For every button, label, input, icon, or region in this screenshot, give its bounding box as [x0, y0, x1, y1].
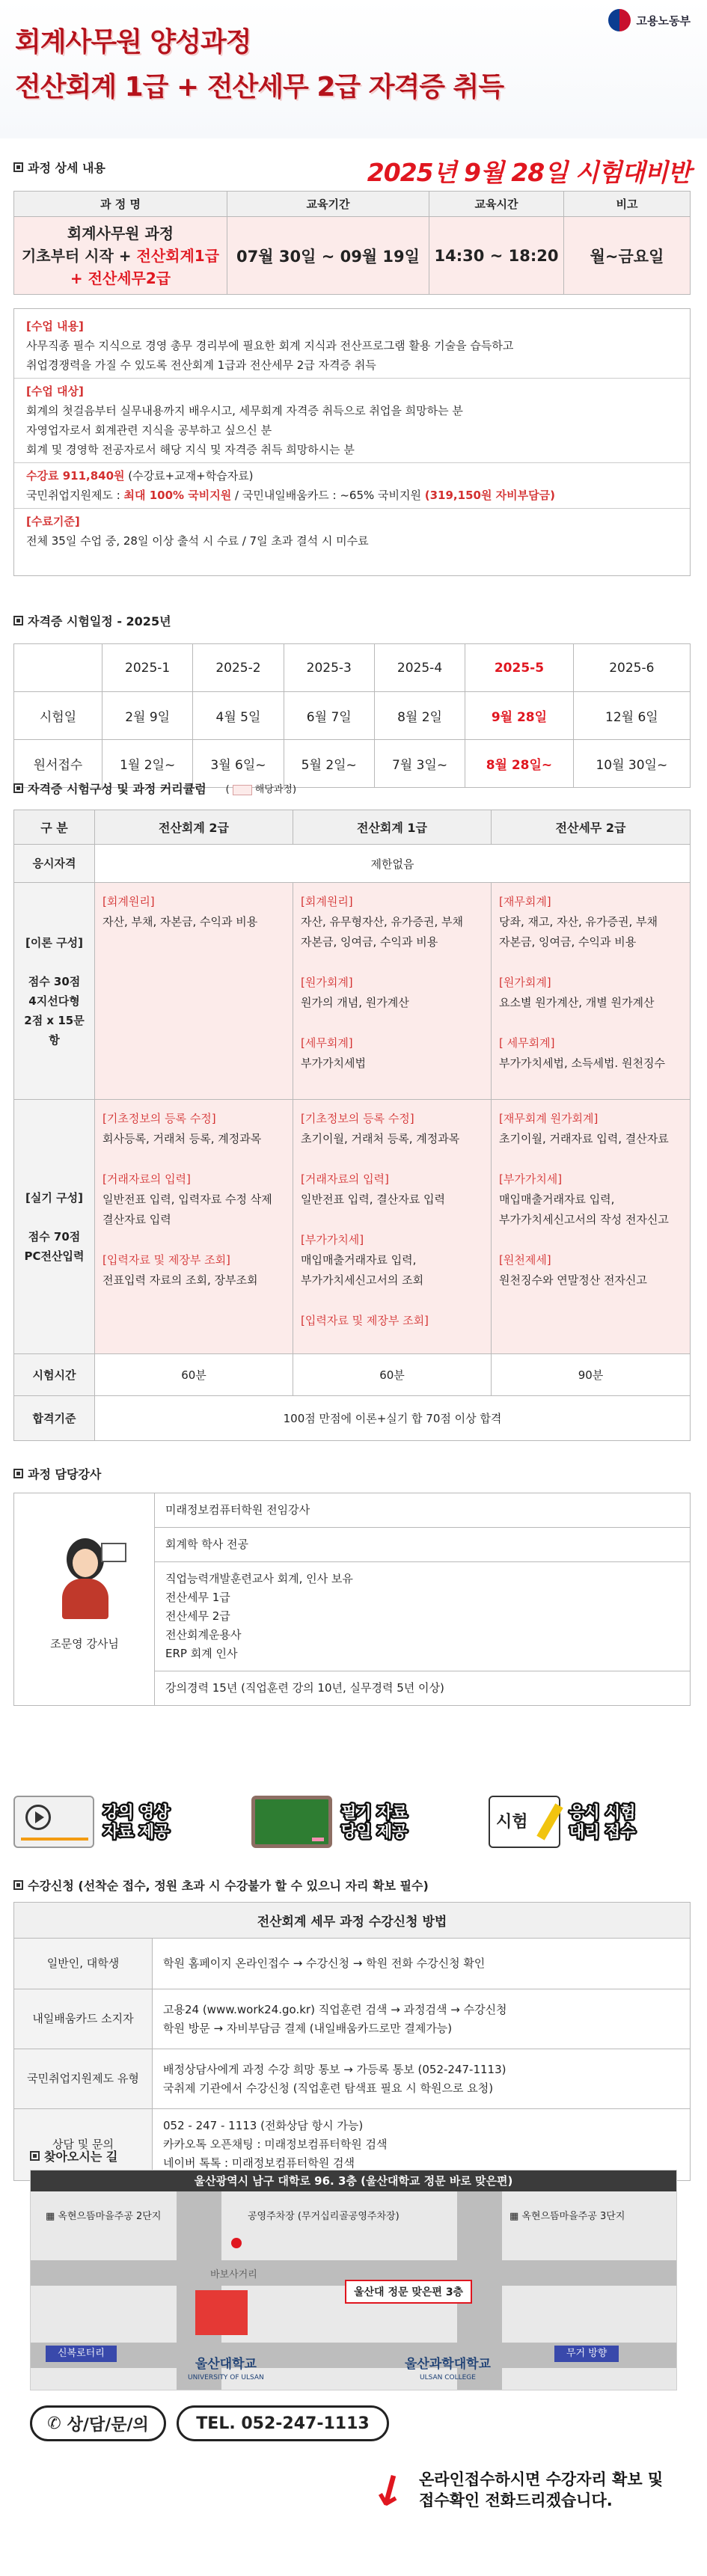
apply-type: 상담 및 문의: [14, 2109, 153, 2181]
apply-method: 배정상담사에게 과정 수강 희망 통보 → 가등록 통보 (052-247-1113) 국취제 기관에서 수강신청 (직업훈련 탐색표 필요 시 학원으로 요청): [153, 2049, 691, 2109]
curri-header: 전산세무 2급: [492, 810, 691, 845]
theory-cell-acc2: [회계원리] 자산, 부채, 자본금, 수익과 비용: [95, 883, 293, 1100]
completion-label: [수료기준]: [26, 515, 80, 528]
course-period: 07월 30일 ~ 09월 19일: [227, 217, 429, 295]
parking-label: 공영주차장 (무거십리골공영주차장): [248, 2211, 400, 2222]
course-time: 14:30 ~ 18:20: [429, 217, 564, 295]
curriculum-section-title: 자격증 시험구성 및 과정 커리큘럼 ( 해당과정): [13, 780, 296, 797]
direction-left: 신복로터리: [46, 2346, 117, 2362]
arrow-icon: ↙: [362, 2461, 417, 2521]
ministry-logo: [608, 9, 691, 31]
benefit-badges: [13, 1790, 691, 1854]
course-header-period: 교육기간: [227, 192, 429, 217]
page-title: 회계사무원 양성과정: [15, 27, 251, 58]
parking-pin-icon: [231, 2238, 242, 2248]
academy-callout: 울산대 정문 맞은편 3층: [345, 2280, 472, 2304]
exam-date-label: 시험일: [14, 692, 102, 740]
phone-icon: ✆: [47, 2414, 61, 2433]
legend-label: 해당과정: [254, 784, 293, 795]
curri-header: 구 분: [14, 810, 95, 845]
video-player-icon: [13, 1796, 94, 1848]
apply-table: [13, 1902, 691, 2181]
support-text: 국민취업지원제도 : 최대 100% 국비지원 / 국민내일배움카드 : ~65% 국비지원 (319,150원 자비부담금): [26, 489, 555, 502]
chalkboard-icon: [251, 1796, 332, 1848]
theory-label: [이론 구성] 점수 30점 4지선다형 2점 x 15문항: [14, 883, 95, 1100]
teacher-certs: 직업능력개발훈련교사 회계, 인사 보유 전산세무 1급 전산세무 2급 전산회계운용사 ERP 회계 인사: [155, 1562, 690, 1671]
target-text: 자영업자로서 회계관련 지식을 공부하고 싶으신 분: [26, 423, 272, 437]
section-bullet-icon: [13, 783, 23, 793]
teacher-section-title: 과정 담당강사: [13, 1465, 101, 1482]
teacher-role: 미래정보컴퓨터학원 전임강사: [155, 1493, 690, 1528]
curri-header: 전산회계 1급: [293, 810, 492, 845]
legend-swatch: [233, 785, 252, 795]
pointer-board-icon: [101, 1543, 126, 1562]
ministry-emblem-icon: [608, 9, 631, 31]
apply-section-title: 수강신청 (선착순 접수, 정원 초과 시 수강불가 할 수 있으니 자리 확보 필수): [13, 1876, 429, 1894]
contact-badge: ✆ 상/담/문/의: [30, 2405, 166, 2441]
apply-date: 7월 3일~: [374, 740, 465, 788]
phone-number[interactable]: TEL. 052-247-1113: [177, 2405, 389, 2441]
round-header-highlight: 2025-5: [465, 644, 574, 692]
qualification-label: 응시자격: [14, 845, 95, 883]
exam-schedule-table: [13, 643, 691, 788]
apply-date-highlight: 8월 28일~: [465, 740, 574, 788]
exam-date-highlight: 9월 28일: [465, 692, 574, 740]
signup-notice: ↙ 온라인접수하시면 수강자리 확보 및 접수확인 전화드리겠습니다.: [362, 2461, 664, 2521]
badge-video: 강의 영상 자료 제공: [13, 1790, 169, 1854]
exam-time: 90분: [492, 1354, 691, 1396]
map-section-title: 찾아오시는 길: [30, 2147, 117, 2164]
practice-cell-tax2: [재무회계 원가회계] 초기이월, 거래자료 입력, 결산자료 [부가가치세] 매입매출거래자료 입력, 부가가치세신고서의 작성 전자신고 [원천제세] 원천징수와 연말정산 전자신고: [492, 1100, 691, 1354]
teacher-card: [13, 1493, 691, 1706]
ministry-name: 고용노동부: [636, 13, 691, 28]
round-header: 2025-6: [573, 644, 690, 692]
page-subtitle: 전산회계 1급 + 전산세무 2급 자격증 취득: [15, 72, 504, 103]
content-text: 사무직종 필수 지식으로 경영 총무 경리부에 필요한 회계 지식과 전산프로그램 활용 기술을 습득하고: [26, 339, 514, 352]
course-header-note: 비고: [564, 192, 691, 217]
teacher-name: 조문영 강사님: [50, 1637, 119, 1650]
section-bullet-icon: [30, 2151, 40, 2161]
exam-time: 60분: [95, 1354, 293, 1396]
curriculum-table: [13, 810, 691, 1441]
apply-method: 학원 홈페이지 온라인접수 → 수강신청 → 학원 전화 수강신청 확인: [153, 1939, 691, 1989]
divider: [14, 378, 690, 379]
apply-method: 052 - 247 - 1113 (전화상담 항시 가능) 카카오톡 오픈채팅 : 미래정보컴퓨터학원 검색 네이버 톡톡 : 미래정보컴퓨터학원 검색: [153, 2109, 691, 2181]
badge-exam: 시험 응시 시험 대리 접수: [489, 1790, 635, 1854]
hero-banner: [0, 0, 707, 138]
section-bullet-icon: [13, 1880, 23, 1890]
curri-header: 전산회계 2급: [95, 810, 293, 845]
content-label: [수업 내용]: [26, 319, 84, 333]
exam-time: 60분: [293, 1354, 492, 1396]
apply-date: 3월 6일~: [193, 740, 284, 788]
apply-type: 일반인, 대학생: [14, 1939, 153, 1989]
direction-right: 무거 방향: [554, 2346, 619, 2362]
apply-date: 1월 2일~: [102, 740, 193, 788]
schedule-section-title: 자격증 시험일정 - 2025년: [13, 612, 171, 629]
exam-date: 4월 5일: [193, 692, 284, 740]
round-header: 2025-1: [102, 644, 193, 692]
academy-building-icon: [195, 2290, 248, 2335]
apply-type: 내일배움카드 소지자: [14, 1989, 153, 2049]
bus-stop-right: ▦ 옥현으뜸마을주공 3단지: [509, 2211, 625, 2222]
target-label: [수업 대상]: [26, 385, 84, 398]
course-header-time: 교육시간: [429, 192, 564, 217]
teacher-career: 강의경력 15년 (직업훈련 강의 10년, 실무경력 5년 이상): [165, 1681, 444, 1695]
course-header-name: 과 정 명: [14, 192, 227, 217]
apply-date: 10월 30일~: [573, 740, 690, 788]
college-logo: 울산과학대학교 ULSAN COLLEGE: [405, 2357, 491, 2381]
practice-label: [실기 구성] 점수 70점 PC전산입력: [14, 1100, 95, 1354]
qualification-value: 제한없음: [95, 845, 691, 883]
pass-criteria: 100점 만점에 이론+실기 합 70점 이상 합격: [95, 1396, 691, 1441]
schedule-corner: [14, 644, 102, 692]
theory-cell-acc1: [회계원리] 자산, 유무형자산, 유가증권, 부채 자본금, 잉여금, 수익과 비용 [원가회계] 원가의 개념, 원가계산 [세무회계] 부가가치세법: [293, 883, 492, 1100]
road-label: 바보사거리: [210, 2269, 257, 2280]
round-header: 2025-3: [284, 644, 374, 692]
university-logo: 울산대학교 UNIVERSITY OF ULSAN: [188, 2357, 264, 2381]
target-text: 회계 및 경영학 전공자로서 해당 지식 및 자격증 취득 희망하시는 분: [26, 443, 355, 456]
apply-header: 전산회계 세무 과정 수강신청 방법: [14, 1903, 691, 1939]
map-address: 울산광역시 남구 대학로 96. 3층 (울산대학교 정문 바로 맞은편): [31, 2170, 676, 2191]
exam-date: 12월 6일: [573, 692, 690, 740]
apply-method: 고용24 (www.work24.go.kr) 직업훈련 검색 → 과정검색 → 수강신청 학원 방문 → 자비부담금 결제 (내일배움카드로만 결제가능): [153, 1989, 691, 2049]
exam-pencil-icon: 시험: [489, 1796, 560, 1848]
section-bullet-icon: [13, 1469, 23, 1478]
teacher-profile: [155, 1493, 690, 1705]
fee-text: 수강료 911,840원 (수강료+교재+학습자료): [26, 469, 254, 483]
course-name-cell: 회계사무원 과정 기초부터 시작 + 전산회계1급 + 전산세무2급: [14, 217, 227, 295]
exam-date: 6월 7일: [284, 692, 374, 740]
teacher-degree: 회계학 학사 전공: [155, 1528, 690, 1562]
exam-date: 8월 2일: [374, 692, 465, 740]
divider: [14, 508, 690, 509]
course-section-title: 과정 상세 내용: [13, 159, 105, 176]
bus-stop-left: ▦ 옥현으뜸마을주공 2단지: [46, 2211, 162, 2222]
apply-date: 5월 2일~: [284, 740, 374, 788]
content-text: 취업경쟁력을 가질 수 있도록 전산회계 1급과 전산세무 2급 자격증 취득: [26, 358, 376, 372]
target-text: 회계의 첫걸음부터 실무내용까지 배우시고, 세무회계 자격증 취득으로 취업을 희망하는 분: [26, 404, 463, 417]
teacher-avatar: [52, 1538, 119, 1621]
apply-date-label: 원서접수: [14, 740, 102, 788]
round-header: 2025-4: [374, 644, 465, 692]
round-header: 2025-2: [193, 644, 284, 692]
teacher-photo-area: [14, 1493, 155, 1705]
theory-cell-tax2: [재무회계] 당좌, 재고, 자산, 유가증권, 부채 자본금, 잉여금, 수익과 비용 [원가회계] 요소별 원가계산, 개별 원가계산 [ 세무회계] 부가가치세법, 소득세법. 원천징수: [492, 883, 691, 1100]
pass-label: 합격기준: [14, 1396, 95, 1441]
exam-target-banner: 2025년 9월 28일 시험대비반: [367, 158, 691, 187]
course-info-box: [13, 308, 691, 576]
practice-cell-acc1: [기초정보의 등록 수정] 초기이월, 거래처 등록, 계정과목 [거래자료의 입력] 일반전표 입력, 결산자료 입력 [부가가치세] 매입매출거래자료 입력, 부가가치세신고서의 조회 [입력자료 및 제장부 조회]: [293, 1100, 492, 1354]
course-table: [13, 191, 691, 295]
location-map: [30, 2170, 677, 2390]
badge-notes: 필기 자료 당일 제공: [251, 1790, 407, 1854]
practice-cell-acc2: [기초정보의 등록 수정] 회사등록, 거래처 등록, 계정과목 [거래자료의 입력] 일반전표 입력, 입력자료 수정 삭제 결산자료 입력 [입력자료 및 제장부 조회] 전표입력 자료의 조회, 장부조회: [95, 1100, 293, 1354]
section-bullet-icon: [13, 616, 23, 625]
course-note: 월~금요일: [564, 217, 691, 295]
exam-date: 2월 9일: [102, 692, 193, 740]
divider: [14, 462, 690, 463]
section-bullet-icon: [13, 162, 23, 172]
exam-time-label: 시험시간: [14, 1354, 95, 1396]
completion-text: 전체 35일 수업 중, 28일 이상 출석 시 수료 / 7일 초과 결석 시 미수료: [26, 534, 369, 548]
apply-type: 국민취업지원제도 유형: [14, 2049, 153, 2109]
